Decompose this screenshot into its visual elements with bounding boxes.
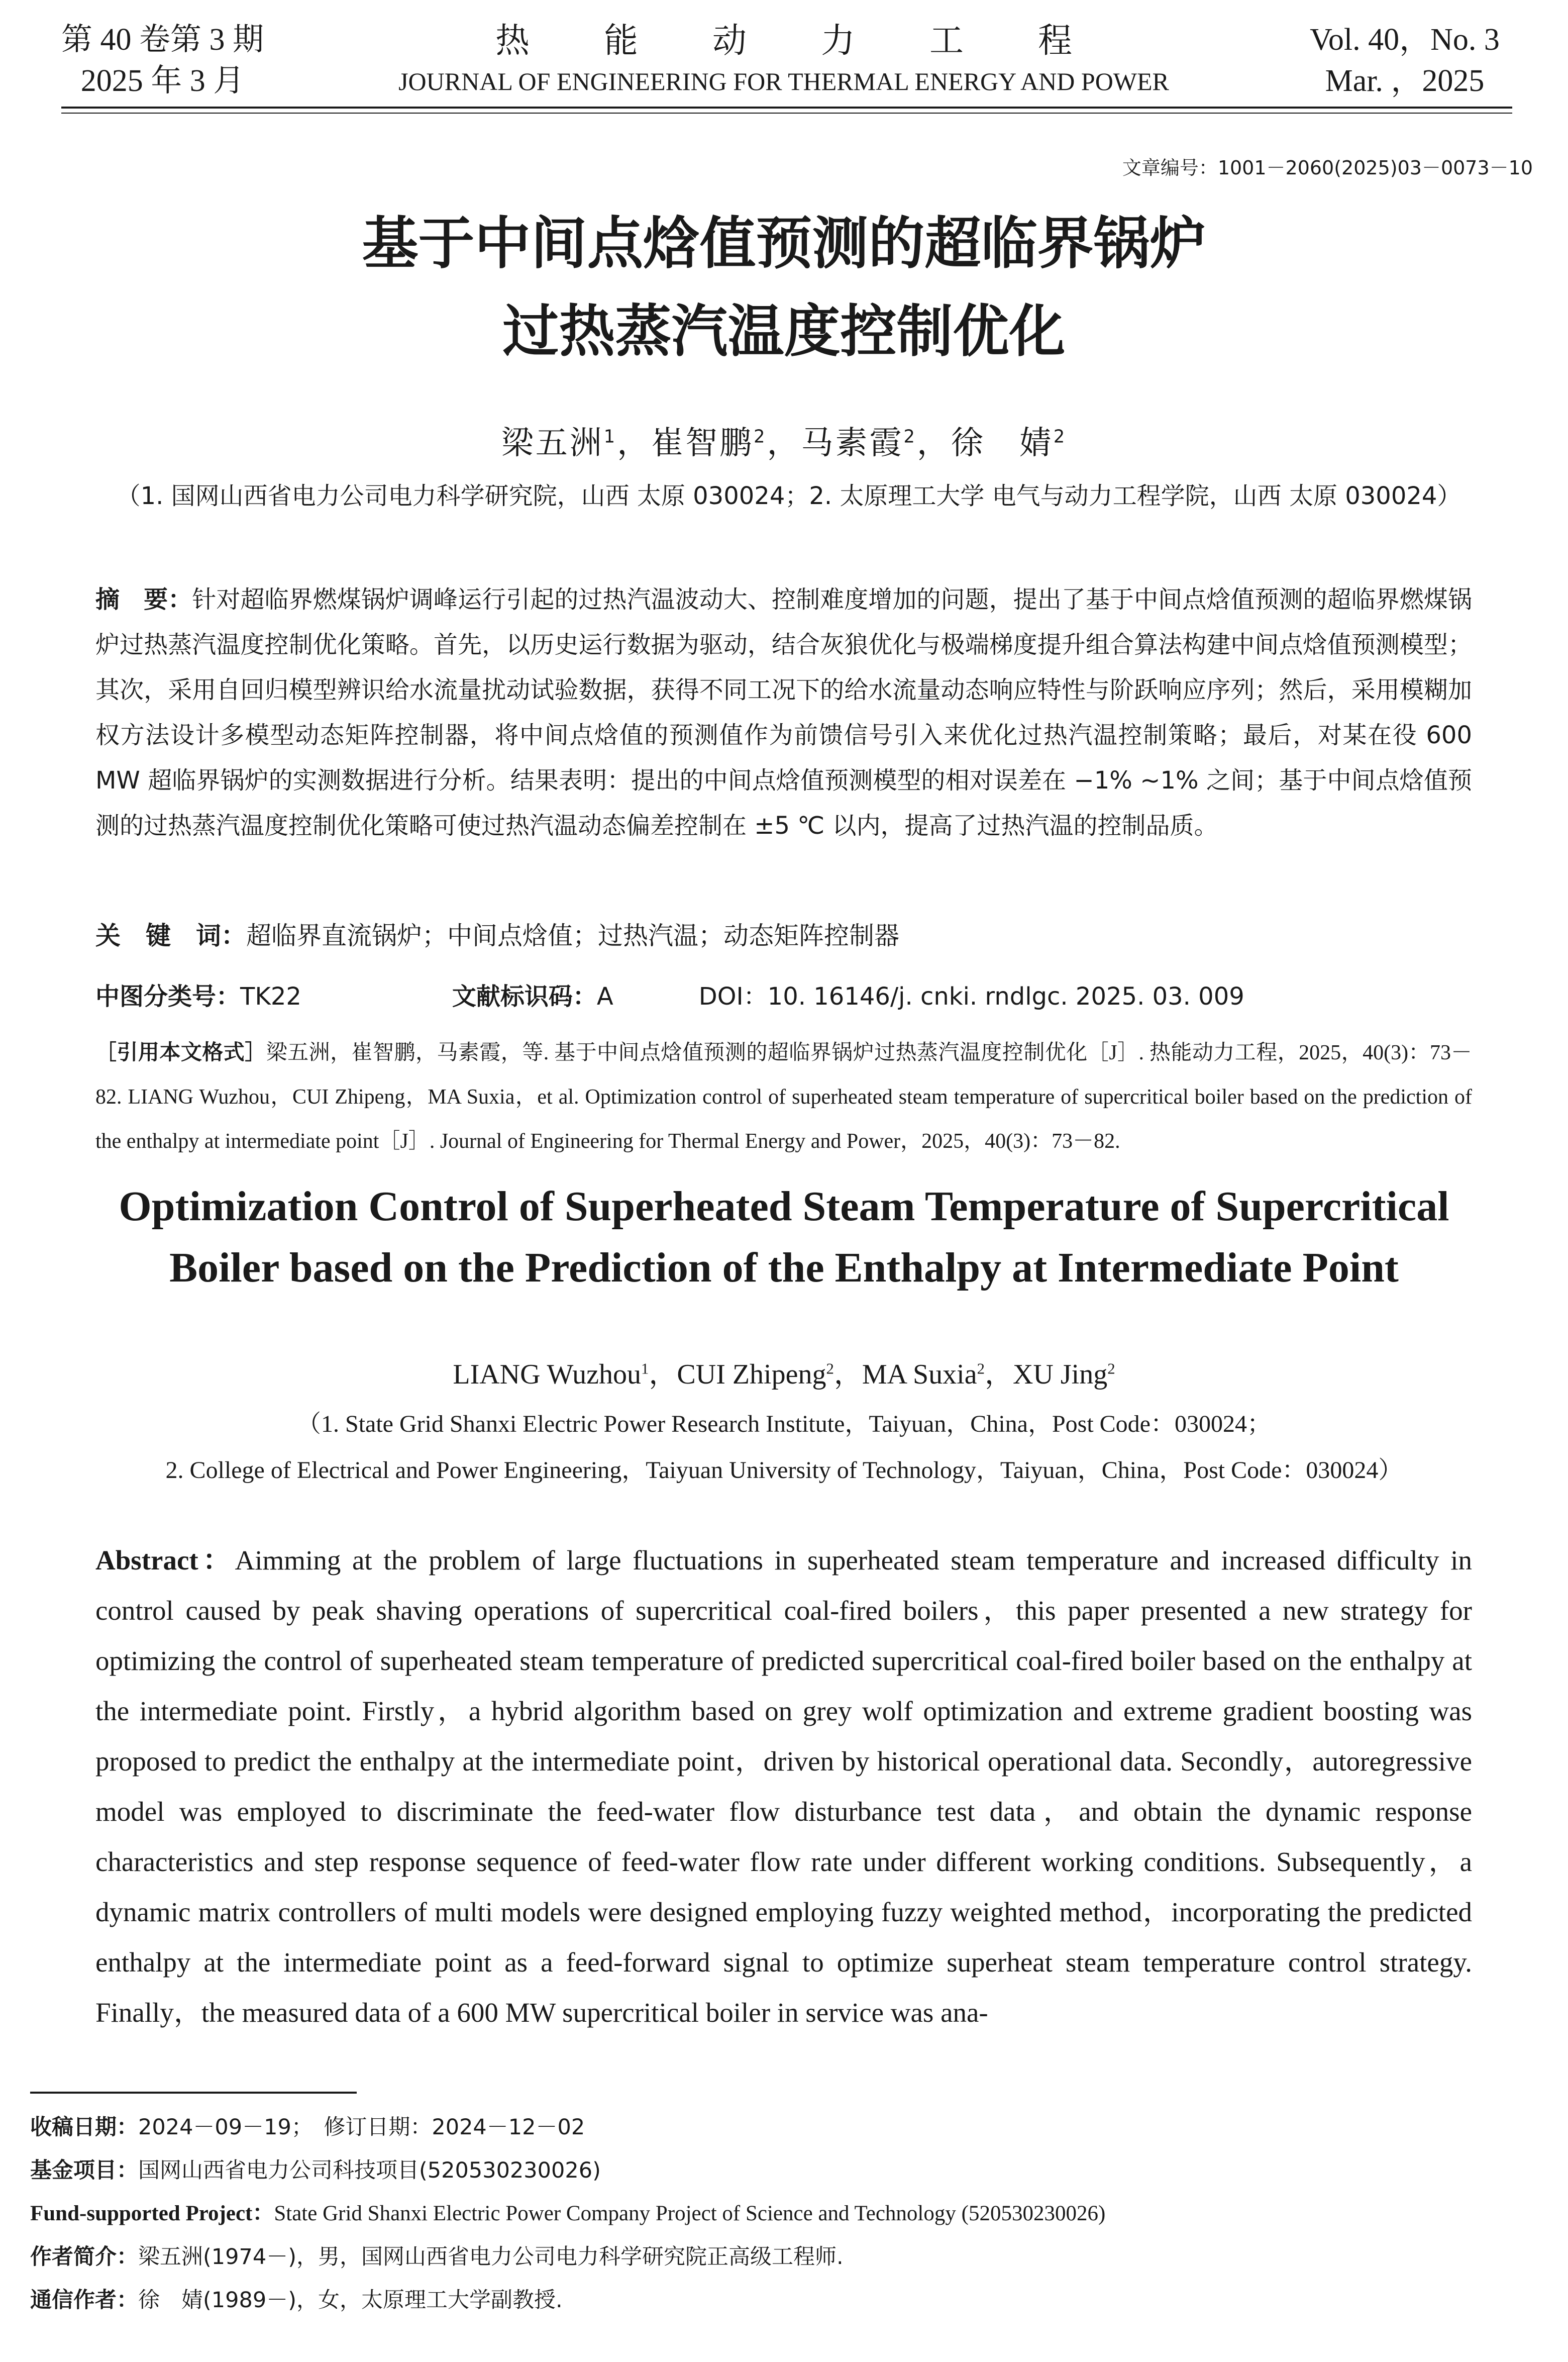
header-volume-en: Vol. 40，No. 3 bbox=[1310, 23, 1500, 57]
author-cn-3: 马素霞 bbox=[801, 425, 904, 462]
authors-cn: 梁五洲$^1$，崔智鹏$^2$，马素霞$^2$，徐 婧$^2$ bbox=[501, 425, 1067, 462]
author-cn-2: 崔智鹏 bbox=[651, 425, 754, 462]
footnote-received-text: 2024－09－19； 修订日期：2024－12－02 bbox=[138, 2115, 585, 2140]
header-rule-thick bbox=[61, 107, 1512, 109]
footnote-fund-cn bbox=[30, 2149, 1537, 2192]
footnote-received-label: 收稿日期： bbox=[30, 2115, 138, 2140]
citation-format bbox=[95, 1030, 1472, 1163]
title-cn-line1: 基于中间点焓值预测的超临界锅炉 bbox=[362, 211, 1206, 276]
header-date-cn: 2025 年 3 月 bbox=[80, 64, 245, 98]
title-cn-line2: 过热蒸汽温度控制优化 bbox=[502, 299, 1066, 364]
abstract-en bbox=[95, 1535, 1472, 2038]
footnote-corresponding-label: 通信作者： bbox=[30, 2288, 138, 2313]
doi: DOI：10. 16146/j. cnki. rndlgc. 2025. 03. 009 bbox=[698, 982, 1244, 1011]
author-cn-4: 徐 婧 bbox=[951, 425, 1054, 462]
citation-text: 梁五洲，崔智鹏，马素霞，等. 基于中间点焓值预测的超临界锅炉过热蒸汽温度控制优化［J］. 热能动力工程，2025，40(3)：73－82. LIANG Wuzhou，CUI Zhipeng，MA Suxia，et al. Optimization control of superheated steam temperature of supercritical boiler based on the prediction of the enthalpy at intermediate point［J］. Journal of Engineering for Thermal Energy and Power，2025，40(3)：73－82. bbox=[95, 1041, 1472, 1153]
header-date-en: Mar. ，2025 bbox=[1325, 64, 1485, 98]
keywords-cn-text: 超临界直流锅炉；中间点焓值；过热汽温；动态矩阵控制器 bbox=[246, 921, 899, 950]
journal-name-cn: 热能动力工程 bbox=[495, 21, 1146, 61]
footnote-author-bio bbox=[30, 2235, 1537, 2279]
author-cn-4-sup: 2 bbox=[1053, 426, 1067, 447]
keywords-cn-label: 关 键 词： bbox=[95, 921, 246, 950]
header-volume-cn: 第 40 卷第 3 期 bbox=[61, 23, 264, 57]
abstract-cn-text: 针对超临界燃煤锅炉调峰运行引起的过热汽温波动大、控制难度增加的问题，提出了基于中间点焓值预测的超临界燃煤锅炉过热蒸汽温度控制优化策略。首先，以历史运行数据为驱动，结合灰狼优化与极端梯度提升组合算法构建中间点焓值预测模型；其次，采用自回归模型辨识给水流量扰动试验数据，获得不同工况下的给水流量动态响应特性与阶跃响应序列；然后，采用模糊加权方法设计多模型动态矩阵控制器，将中间点焓值的预测值作为前馈信号引入来优化过热汽温控制策略；最后，对某在役 600 MW 超临界锅炉的实测数据进行分析。结果表明：提出的中间点焓值预测模型的相对误差在 −1% ~1% 之间；基于中间点焓值预测的过热蒸汽温度控制优化策略可使过热汽温动态偏差控制在 ±5 ℃ 以内，提高了过热汽温的控制品质。 bbox=[95, 585, 1472, 840]
classification-line bbox=[95, 977, 1472, 1012]
footnote-author-bio-label: 作者简介： bbox=[30, 2244, 138, 2270]
author-en-4-sup: 2 bbox=[1107, 1360, 1115, 1377]
author-en-3-sup: 2 bbox=[977, 1360, 985, 1377]
header-issue-cn bbox=[61, 19, 264, 102]
affiliation-en-line1: （1. State Grid Shanxi Electric Power Research Institute，Taiyuan，China，Post Code：030024； bbox=[297, 1411, 1271, 1437]
footnote-fund-en-label: Fund-supported Project： bbox=[30, 2202, 274, 2225]
author-en-1-sup: 1 bbox=[641, 1360, 649, 1377]
abstract-cn bbox=[95, 577, 1472, 848]
abstract-cn-label: 摘 要： bbox=[95, 585, 192, 614]
footnote-author-bio-text: 梁五洲(1974－)，男，国网山西省电力公司电力科学研究院正高级工程师. bbox=[138, 2244, 844, 2270]
header-journal bbox=[382, 19, 1186, 100]
footnote-received bbox=[30, 2106, 1537, 2149]
author-cn-2-sup: 2 bbox=[754, 426, 767, 447]
affiliation-en bbox=[0, 1401, 1568, 1494]
affiliation-cn: （1. 国网山西省电力公司电力科学研究院，山西 太原 030024；2. 太原理工大学 电气与动力工程学院，山西 太原 030024） bbox=[116, 482, 1461, 510]
footnote-fund-cn-label: 基金项目： bbox=[30, 2158, 138, 2183]
author-en-2: CUI Zhipeng bbox=[677, 1359, 826, 1390]
citation-label: ［引用本文格式］ bbox=[95, 1040, 266, 1064]
affiliation-en-line2: 2. College of Electrical and Power Engineering，Taiyuan University of Technology，Taiyuan，China，Post Code：030024） bbox=[165, 1457, 1403, 1484]
clc-value: TK22 bbox=[240, 982, 301, 1011]
title-en-line2: Boiler based on the Prediction of the Enthalpy at Intermediate Point bbox=[169, 1244, 1399, 1291]
header-issue-en bbox=[1297, 19, 1513, 102]
author-en-2-sup: 2 bbox=[826, 1360, 834, 1377]
author-en-4: XU Jing bbox=[1012, 1359, 1108, 1390]
header-rule-thin bbox=[61, 113, 1512, 114]
abstract-en-label: Abstract： bbox=[95, 1545, 235, 1576]
author-en-3: MA Suxia bbox=[862, 1359, 977, 1390]
journal-name-en: JOURNAL OF ENGINEERING FOR THERMAL ENERGY AND POWER bbox=[398, 67, 1169, 95]
author-cn-1-sup: 1 bbox=[603, 426, 617, 447]
footnote-corresponding-text: 徐 婧(1989－)，女，太原理工大学副教授. bbox=[138, 2288, 563, 2313]
footnote-fund-en-text: State Grid Shanxi Electric Power Company Project of Science and Technology (520530230026) bbox=[274, 2202, 1106, 2225]
footnote-rule bbox=[30, 2092, 357, 2094]
authors-en: LIANG Wuzhou$^1$，CUI Zhipeng$^2$，MA Suxia$^2$，XU Jing$^2$ bbox=[453, 1359, 1115, 1390]
keywords-cn bbox=[95, 916, 899, 952]
footnote-fund-cn-text: 国网山西省电力公司科技项目(520530230026) bbox=[138, 2158, 601, 2183]
author-cn-3-sup: 2 bbox=[903, 426, 917, 447]
clc-label: 中图分类号： bbox=[95, 982, 241, 1011]
author-cn-1: 梁五洲 bbox=[501, 425, 604, 462]
abstract-en-text: Aimming at the problem of large fluctuations in superheated steam temperature and increased difficulty in control caused by peak shaving operations of supercritical coal-fired boilers，this paper presented a new strategy for optimizing the control of superheated steam temperature of predicted supercritical coal-fired boiler based on the enthalpy at the intermediate point. Firstly，a hybrid algorithm based on grey wolf optimization and extreme gradient boosting was proposed to predict the enthalpy at the intermediate point，driven by historical operational data. Secondly，autoregressive model was employed to discriminate the feed-water flow disturbance test data，and obtain the dynamic response characteristics and step response sequence of feed-water flow rate under different working conditions. Subsequently，a dynamic matrix controllers of multi models were designed employing fuzzy weighted method，incorporating the predicted enthalpy at the intermediate point as a feed-forward signal to optimize superheat steam temperature control strategy. Finally，the measured data of a 600 MW supercritical boiler in service was ana- bbox=[95, 1545, 1472, 2028]
doc-code-label: 文献标识码： bbox=[452, 982, 597, 1011]
author-en-1: LIANG Wuzhou bbox=[453, 1359, 641, 1390]
title-en bbox=[0, 1176, 1568, 1299]
article-number: 文章编号：1001－2060(2025)03－0073－10 bbox=[1122, 157, 1533, 179]
doc-code-value: A bbox=[596, 982, 613, 1011]
footnote-fund-en bbox=[30, 2192, 1537, 2235]
title-en-line1: Optimization Control of Superheated Steam Temperature of Supercritical bbox=[119, 1183, 1449, 1230]
footnote-corresponding bbox=[30, 2279, 1537, 2322]
